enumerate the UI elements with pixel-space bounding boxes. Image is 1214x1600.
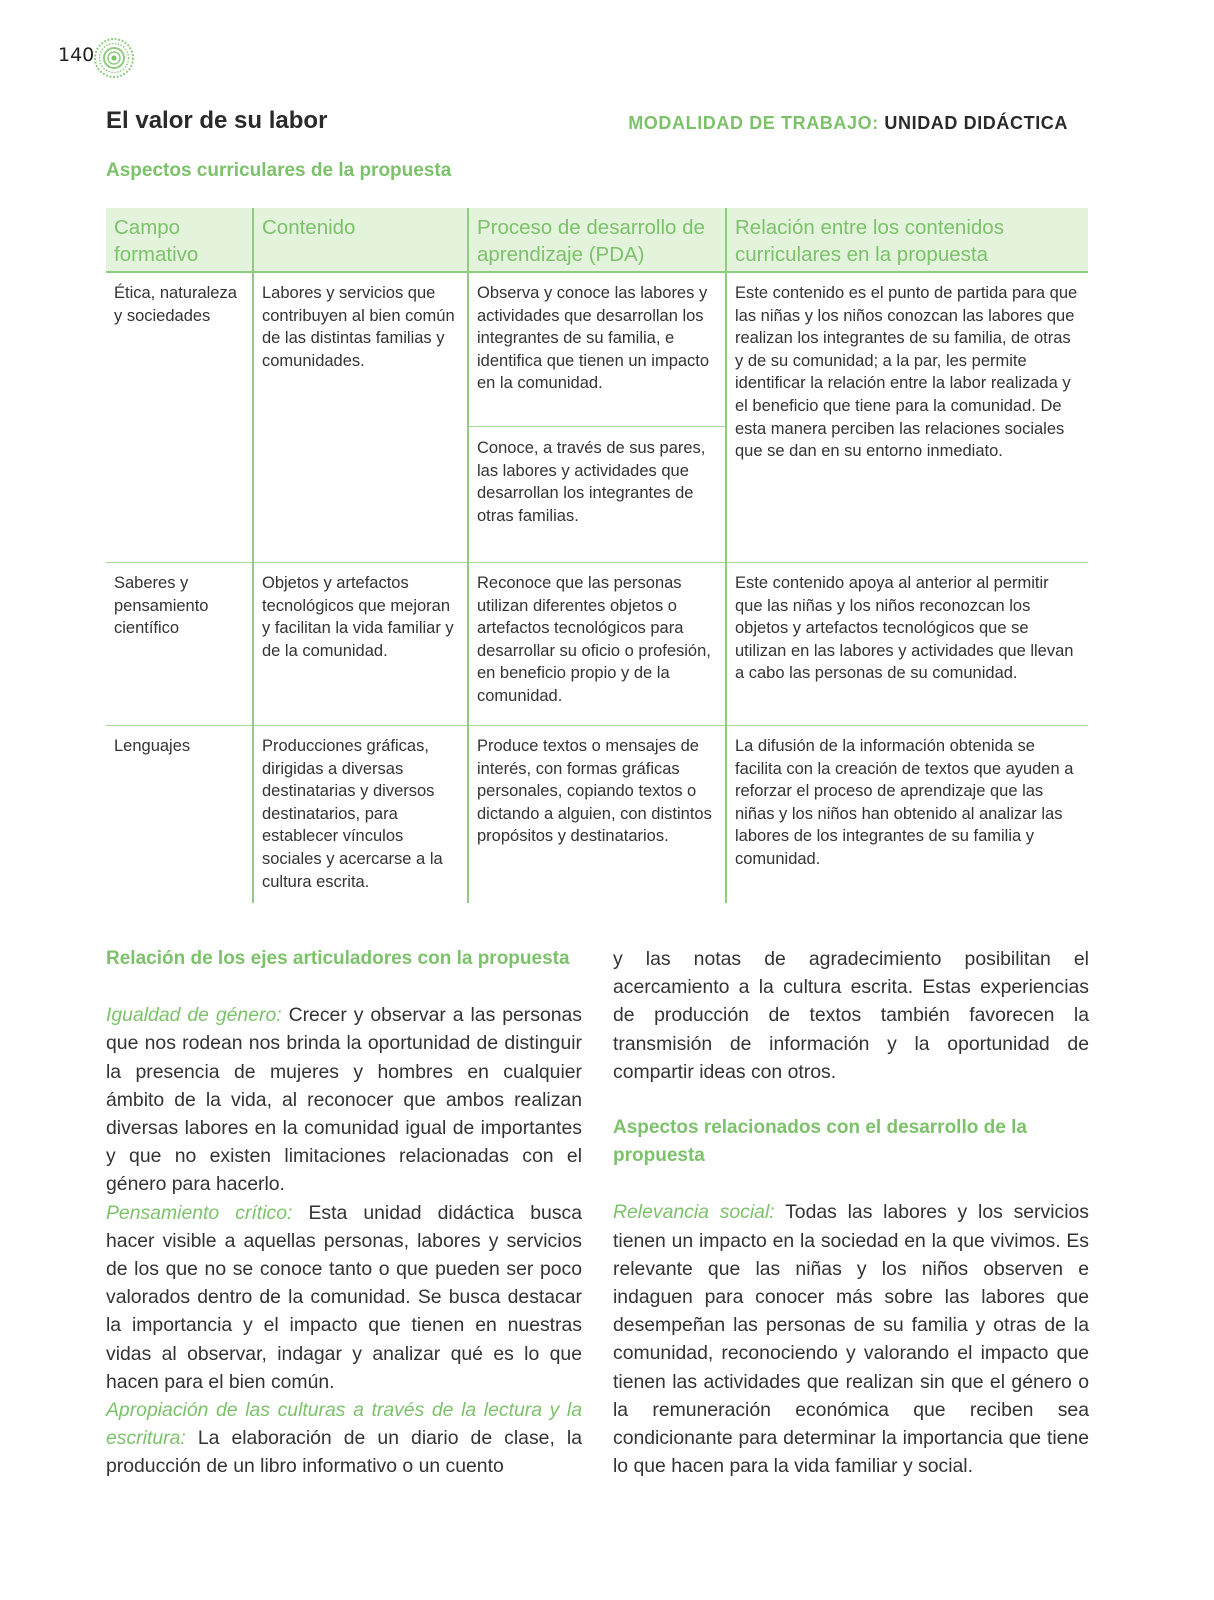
eje-paragraph — [106, 1001, 582, 1198]
eje-paragraph — [106, 1396, 582, 1481]
modality-value: UNIDAD DIDÁCTICA — [884, 113, 1068, 133]
eje-paragraph — [106, 1199, 582, 1396]
contenido-text: Producciones gráficas, dirigidas a diversas destinatarias y diversos destinatarios, para establecer vínculos sociales y acercarse a la cultura escrita. — [262, 737, 443, 891]
desarrollo-paragraph — [613, 1198, 1089, 1480]
campo-text: Ética, naturaleza y sociedades — [114, 284, 237, 325]
cell-campo — [106, 563, 253, 726]
pda-text: Conoce, a través de sus pares, las labores y actividades que desarrollan los integrantes de otras familias. — [477, 439, 706, 525]
rosette-icon — [93, 37, 135, 79]
page-number: 140 — [58, 44, 95, 66]
eje-text: Esta unidad didáctica busca hacer visible a aquellas personas, labores y servicios de los que no se conoce tanto o que pueden ser poco valorados dentro de la comunidad. Se busca destacar la importancia y el impacto que tienen en nuestras vidas al observar, indagar y analizar qué es lo que hacen para el bien común. — [106, 1201, 583, 1393]
pda-text: Produce textos o mensajes de interés, con formas gráficas personales, copiando textos o dictando a alguien, con distintos propósitos y destinatarios. — [477, 737, 712, 846]
right-column — [613, 945, 1089, 1480]
relacion-text: Este contenido apoya al anterior al permitir que las niñas y los niños reconozcan los objetos y artefactos tecnológicos que se utilizan en las labores y actividades que llevan a cabo las personas de su comunidad. — [735, 574, 1074, 683]
eje-term: Pensamiento crítico: — [106, 1201, 293, 1224]
eje-text: Crecer y observar a las personas que nos rodean nos brinda la oportunidad de distinguir la presencia de mujeres y hombres en cualquier ámbito de la vida, al reconocer que ambos realizan diversas labores en la comunidad igual de importantes y que no existen limitaciones relacionadas con el género para hacerlo. — [106, 1004, 582, 1196]
table-row — [106, 726, 1088, 904]
contenido-text: Objetos y artefactos tecnológicos que mejoran y facilitan la vida familiar y de la comunidad. — [262, 574, 454, 660]
cell-contenido — [253, 272, 468, 563]
campo-text: Lenguajes — [114, 737, 191, 755]
relacion-text: Este contenido es el punto de partida para que las niñas y los niños conozcan las labores que realizan los integrantes de su familia, de otras y de su comunidad; a la par, les permite identificar la relación entre la labor realizada y el beneficio que tiene para la comunidad. De esta manera perciben las relaciones sociales que se dan en su entorno inmediato. — [735, 284, 1078, 461]
desarrollo-text: Todas las labores y los servicios tienen un impacto en la sociedad en la que vivimos. Es relevante que las niñas y los niños observen e indaguen para conocer más sobre las labores que desempeñan las personas de su familia y otras de la comunidad, reconociendo y valorando el impacto que tienen las actividades que realizan sin que el género o la remuneración económica que reciben sea condicionante para determinar la importancia que tiene lo que hacen para la vida familiar y social. — [613, 1201, 1089, 1478]
cell-relacion — [726, 726, 1088, 904]
campo-text: Saberes y pensamiento científico — [114, 574, 209, 638]
curricular-heading: Aspectos curriculares de la propuesta — [106, 160, 452, 181]
desarrollo-term: Relevancia social: — [613, 1201, 775, 1224]
cell-relacion — [726, 563, 1088, 726]
eje-text: La elaboración de un diario de clase, la producción de un libro informativo o un cuento — [106, 1427, 582, 1478]
cell-contenido — [253, 726, 468, 904]
contenido-text: Labores y servicios que contribuyen al bien común de las distintas familias y comunidades. — [262, 284, 455, 370]
table-row — [106, 272, 1088, 563]
cell-campo — [106, 272, 253, 563]
table-header-row — [106, 208, 1088, 272]
left-column — [106, 945, 582, 1481]
header-contenido: Contenido — [253, 208, 468, 272]
ejes-heading: Relación de los ejes articuladores con la propuesta — [106, 948, 570, 969]
desarrollo-heading: Aspectos relacionados con el desarrollo de la propuesta — [613, 1117, 1027, 1167]
pda-text: Observa y conoce las labores y actividades que desarrollan los integrantes de su familia, e identifica que tienen un impacto en la comunidad. — [469, 273, 725, 427]
modality-line — [628, 113, 1068, 134]
page-title: El valor de su labor — [106, 107, 328, 134]
cell-contenido — [253, 563, 468, 726]
cell-relacion — [726, 272, 1088, 563]
eje-term: Igualdad de género: — [106, 1004, 282, 1027]
cell-campo — [106, 726, 253, 904]
curricular-table — [106, 208, 1088, 903]
cell-pda — [468, 563, 726, 726]
relacion-text: La difusión de la información obtenida se facilita con la creación de textos que ayuden a reforzar el proceso de aprendizaje que las niñas y los niños han obtenido al analizar las labores de los integrantes de su familia y comunidad. — [735, 737, 1074, 868]
modality-label: MODALIDAD DE TRABAJO: — [628, 113, 879, 133]
eje-term: Apropiación de las culturas a través de la lectura y la escritura: — [106, 1399, 582, 1450]
header-relacion: Relación entre los contenidos curriculares en la propuesta — [726, 208, 1088, 272]
header-campo: Campo formativo — [106, 208, 253, 272]
header-pda: Proceso de desarrollo de aprendizaje (PDA) — [468, 208, 726, 272]
cell-pda — [468, 272, 726, 563]
table-row — [106, 563, 1088, 726]
cell-pda — [468, 726, 726, 904]
pda-text: Reconoce que las personas utilizan diferentes objetos o artefactos tecnológicos para desarrollar su oficio o profesión, en beneficio propio y de la comunidad. — [477, 574, 711, 705]
ejes-continuation: y las notas de agradecimiento posibilitan el acercamiento a la cultura escrita. Estas experiencias de producción de textos también favorecen la transmisión de información y la oportunidad de compartir ideas con otros. — [613, 948, 1089, 1083]
